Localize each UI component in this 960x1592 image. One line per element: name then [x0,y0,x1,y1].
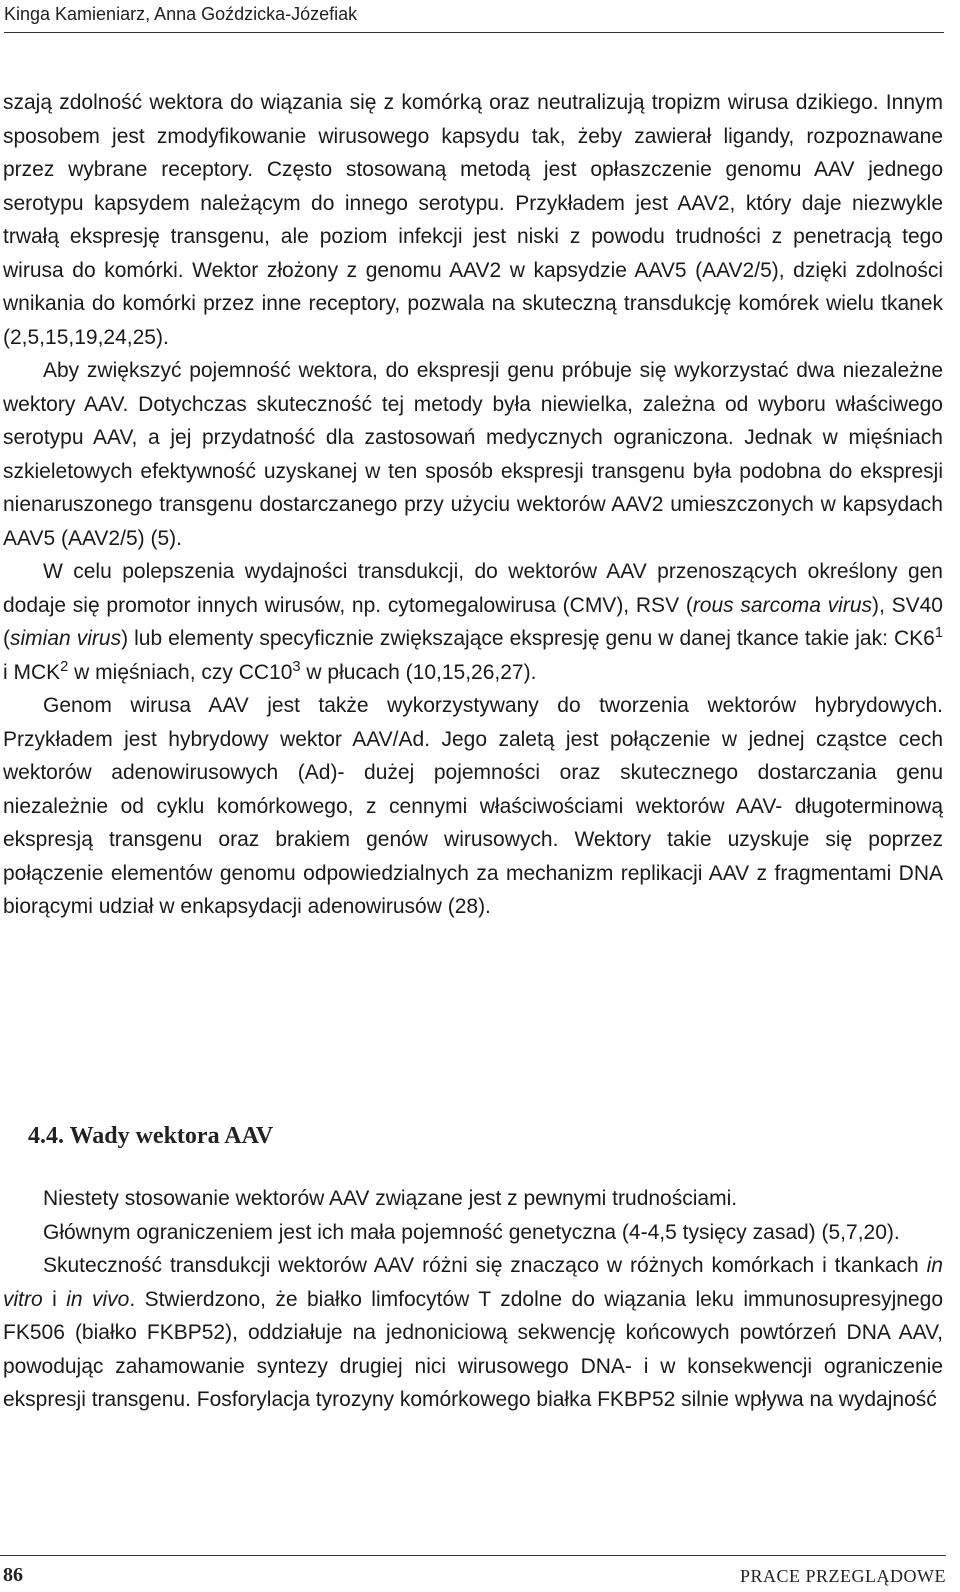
p3-text-d: i MCK [3,660,61,684]
p3-italic-rous: rous sarcoma virus [692,593,873,617]
p3-text-b: ), SV40 ( [3,593,943,650]
running-head-authors: Kinga Kamieniarz, Anna Goździcka-Józefiak [4,2,944,33]
section-paragraph-2: Głównym ograniczeniem jest ich mała pojemność genetyczna (4-4,5 tysięcy zasad) (5,7,20). [43,1220,900,1244]
paragraph-1: szają zdolność wektora do wiązania się z komórką oraz neutralizują tropizm wirusa dzikiego. Innym sposobem jest zmodyfikowanie wirusowego kapsydu tak, żeby zawierał ligandy, rozpoznawane przez wybrane receptory. Często stosowaną metodą jest opłaszczenie genomu AAV jednego serotypu kapsydem należącym do innego serotypu. Przykładem jest AAV2, który daje niezwykle trwałą ekspresję transgenu, ale poziom infekcji jest niski z powodu trudności z penetracją tego wirusa do komórki. Wektor złożony z genomu AAV2 w kapsydzie AAV5 (AAV2/5), dzięki zdolności wnikania do komórki przez inne receptory, pozwala na skuteczną transdukcję komórek wielu tkanek (2,5,15,19,24,25). [3,91,943,349]
s3-text-b: i [42,1287,67,1311]
section-paragraph-1: Niestety stosowanie wektorów AAV związane jest z pewnymi trudnościami. [43,1187,738,1210]
page-number: 86 [3,1564,23,1586]
p3-footnote-3: 3 [292,658,301,675]
p3-text-f: w płucach (10,15,26,27). [300,660,537,684]
s3-text-c: . Stwierdzono, że białko limfocytów T zdolne do wiązania leku immunosupresyjnego FK506 (białko FKBP52), oddziałuje na jednoniciową sekwencję końcowych powtórzeń DNA AAV, powodując zahamowanie syntezy drugiej nici wirusowego DNA- i w konsekwencji ograniczenie ekspresji transgenu. Fosforylacja tyrozyny komórkowego białka FKBP52 silnie wpływa na wydajność [3,1287,943,1411]
section-paragraph-3 [3,1249,943,1417]
paragraph-4: Genom wirusa AAV jest także wykorzystywany do tworzenia wektorów hybrydowych. Przykładem jest hybrydowy wektor AAV/Ad. Jego zaletą jest połączenie w jednej cząstce cech wektorów adenowirusowych (Ad)- dużej pojemności oraz skutecznego dostarczania genu niezależnie od cyklu komórkowego, z cennymi właściwościami wektorów AAV- długoterminową ekspresją transgenu oraz brakiem genów wirusowych. Wektory takie uzyskuje się poprzez połączenie elementów genomu odpowiedzialnych za mechanizm replikacji AAV z fragmentami DNA biorącymi udział w enkapsydacji adenowirusów (28). [3,694,943,918]
s3-text-a: Skuteczność transdukcji wektorów AAV różni się znacząco w różnych komórkach i tkankach [43,1254,927,1277]
footer-divider [0,1555,946,1556]
s3-italic-in-vivo: in vivo [66,1287,130,1311]
p3-text-e: w mięśniach, czy CC10 [68,660,293,684]
section-heading: 4.4. Wady wektora AAV [28,1123,274,1149]
p3-text-c: ) lub elementy specyficznie zwiększające ekspresję genu w danej tkance takie jak: CK6 [121,627,935,650]
s3-italic-in-vitro: in vitro [3,1254,943,1311]
p3-footnote-1: 1 [934,625,943,641]
p3-text-a: W celu polepszenia wydajności transdukcji, do wektorów AAV przenoszących określony gen dodaje się promotor innych wirusów, np. cytomegalowirusa (CMV), RSV ( [3,560,943,617]
p3-italic-simian: simian virus [10,627,122,650]
journal-section-label: PRACE PRZEGLĄDOWE [740,1566,946,1586]
section-text [3,1182,943,1417]
p3-footnote-2: 2 [60,658,69,675]
main-text [3,86,943,924]
paragraph-2: Aby zwiększyć pojemność wektora, do ekspresji genu próbuje się wykorzystać dwa niezależne wektory AAV. Dotychczas skuteczność tej metody była niewielka, zależna od wyboru właściwego serotypu AAV, a jej przydatność dla zastosowań medycznych ograniczona. Jednak w mięśniach szkieletowych efektywność uzyskanej w ten sposób ekspresji transgenu była podobna do ekspresji nienaruszonego transgenu dostarczanego przy użyciu wektorów AAV2 umieszczonych w kapsydach AAV5 (AAV2/5) (5). [3,359,943,550]
paragraph-3 [3,555,943,689]
